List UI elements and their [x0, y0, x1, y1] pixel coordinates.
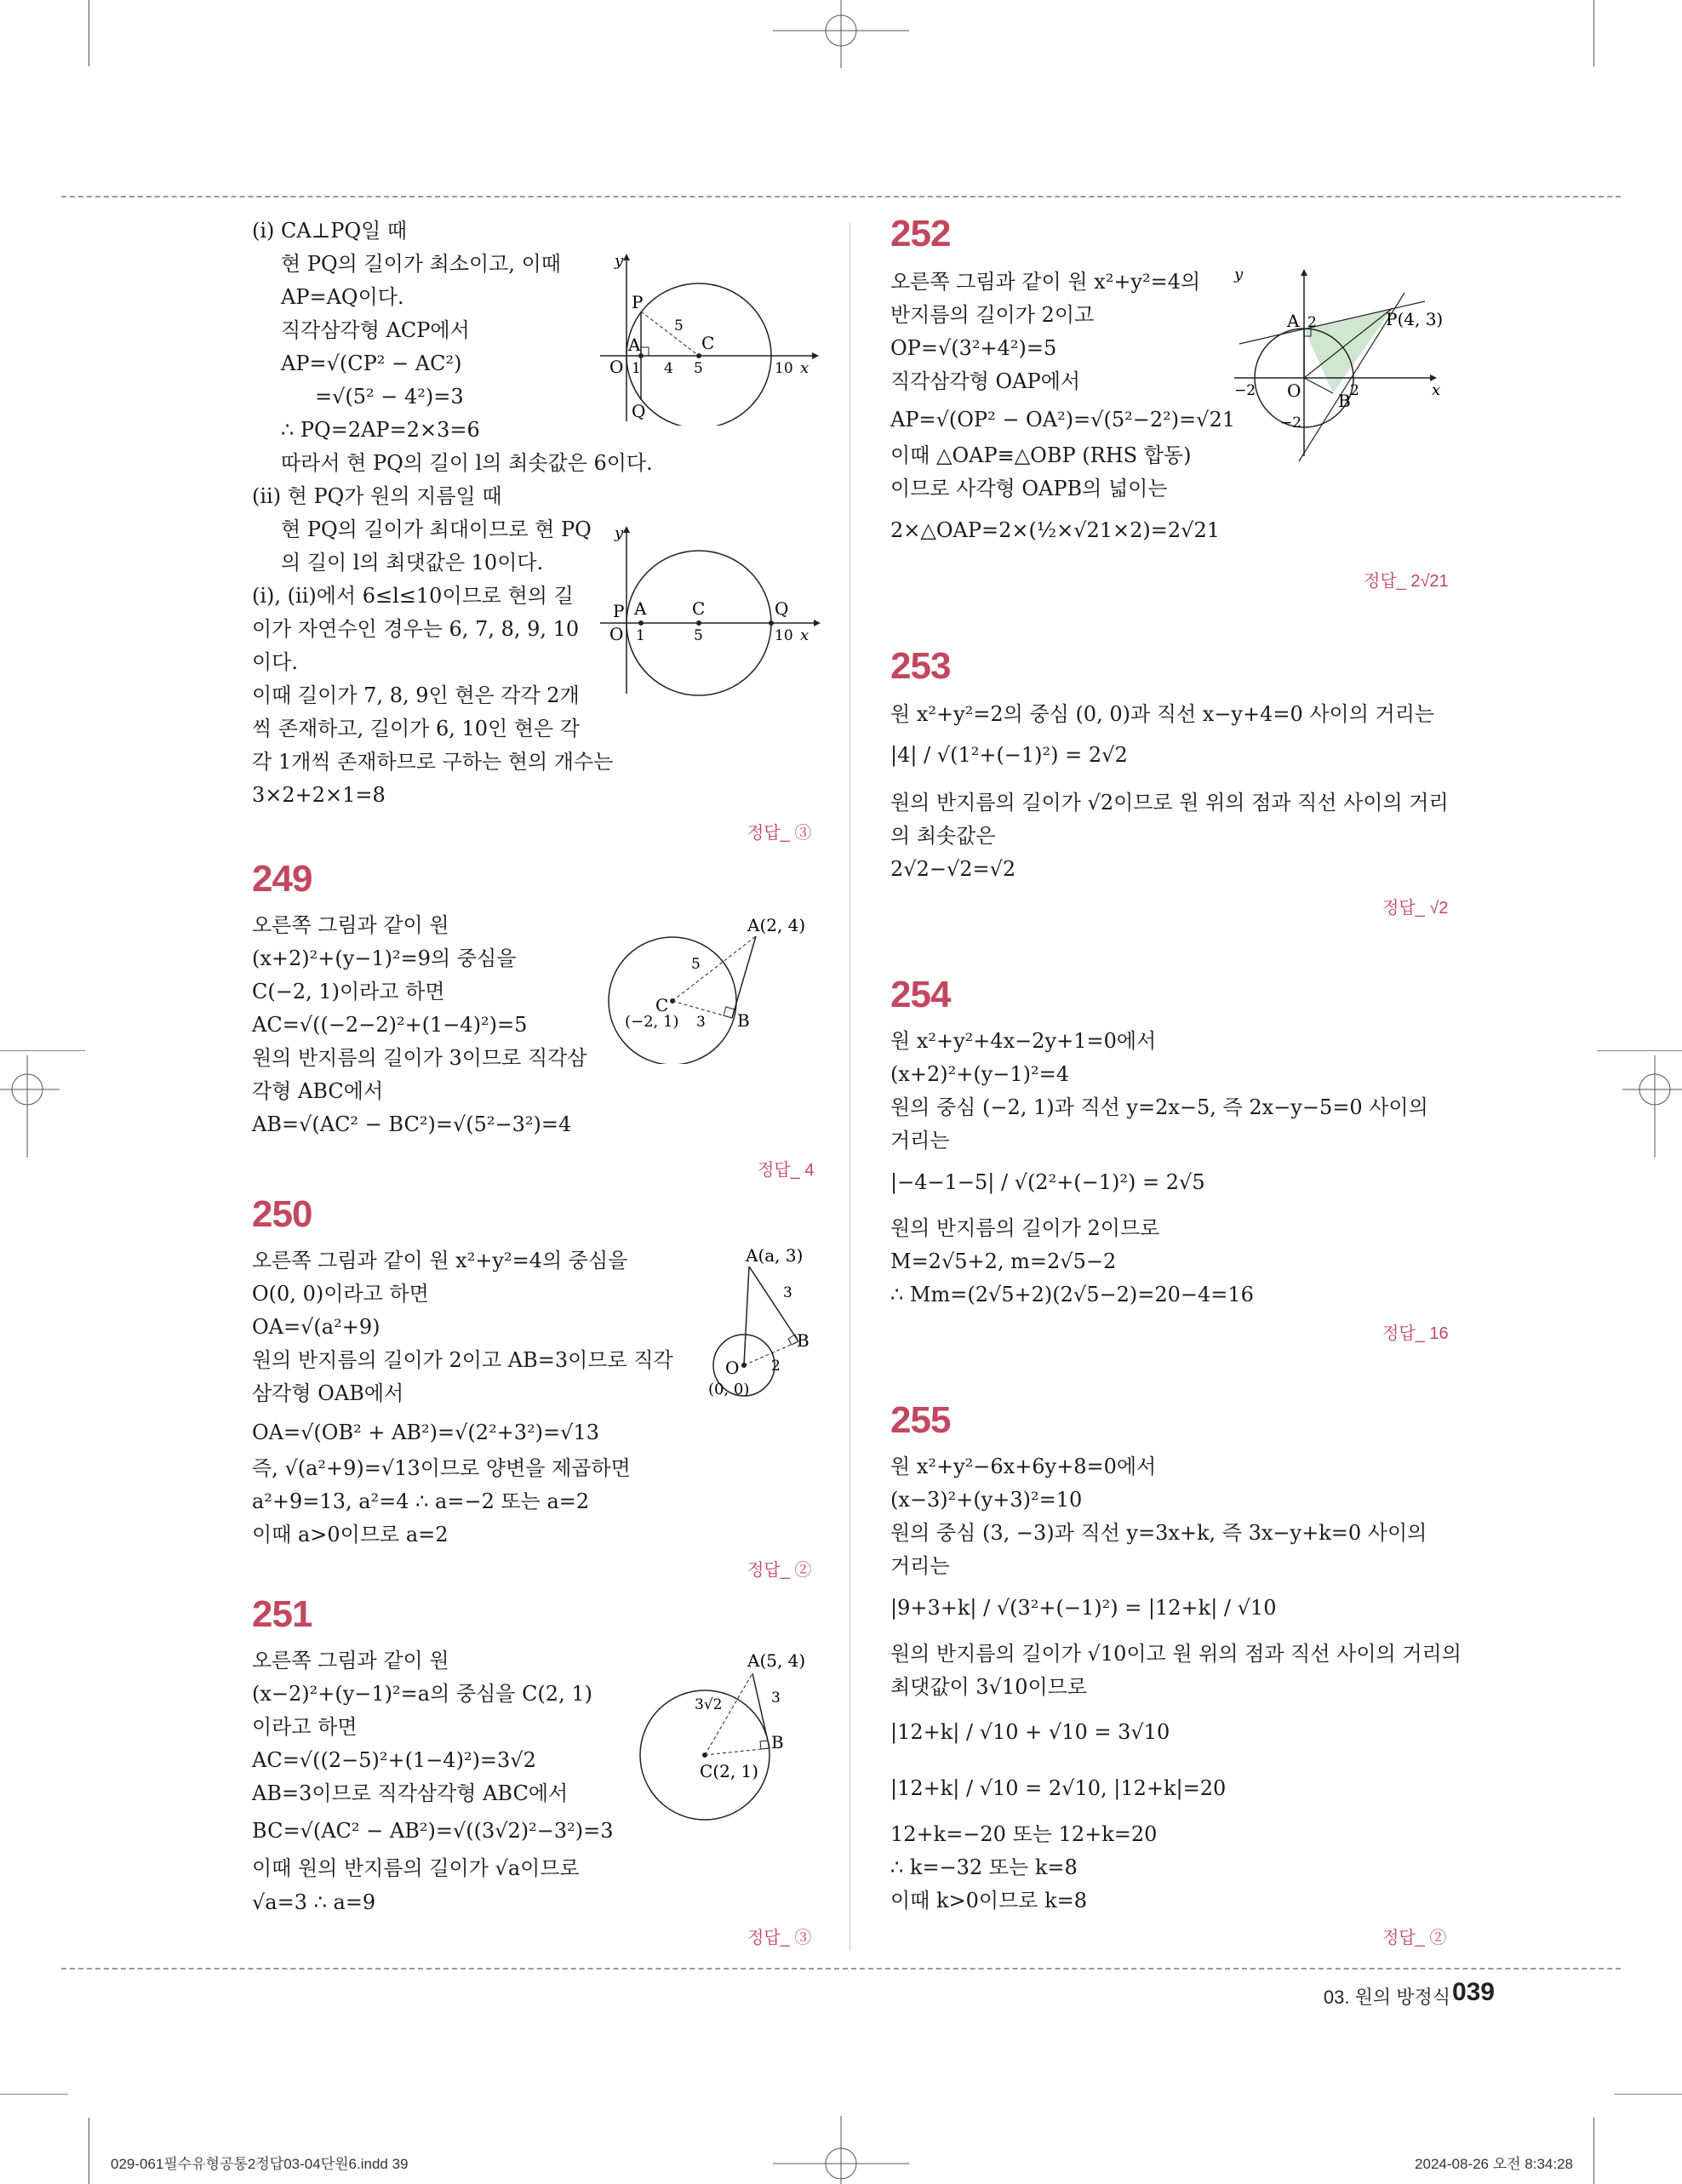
solution-line: C(−2, 1)이라고 하면: [252, 980, 445, 1003]
intro-line: 따라서 현 PQ의 길이 l의 최솟값은 6이다.: [281, 451, 653, 475]
fig251-label: 3√2: [695, 1696, 723, 1713]
intro-line: 씩 존재하고, 길이가 6, 10인 현은 각: [252, 717, 581, 740]
fig249-label: 5: [691, 956, 701, 973]
fig1-label: Q: [632, 401, 646, 421]
solution-line: 오른쪽 그림과 같이 원: [252, 1649, 449, 1672]
fig1-label: x: [800, 359, 810, 377]
fig1-label: A: [628, 334, 641, 355]
solution-line: O(0, 0)이라고 하면: [252, 1282, 429, 1306]
fig2-label: y: [615, 524, 624, 542]
problem-number: 254: [890, 974, 951, 1015]
solution-line: OA=√(OB² + AB²)=√(2²+3²)=√13: [252, 1421, 599, 1444]
solution-line: |12+k| / √10 + √10 = 3√10: [890, 1720, 1170, 1744]
answer-255: 정답_ ②: [1382, 1929, 1447, 1947]
bottom-dashed-divider: [61, 1968, 1621, 1970]
fig2-label: x: [800, 626, 810, 644]
intro-line: (ⅰ), (ⅱ)에서 6≤l≤10이므로 현의 길: [252, 584, 574, 608]
solution-line: |9+3+k| / √(3²+(−1)²) = |12+k| / √10: [890, 1596, 1277, 1620]
crop-mark: [1614, 2094, 1682, 2095]
intro-answer: 정답_ ③: [747, 824, 812, 843]
page-number: 039: [1451, 1978, 1495, 2006]
solution-line: 오른쪽 그림과 같이 원: [252, 913, 449, 937]
answer-251: 정답_ ③: [747, 1929, 812, 1947]
fig1-label: 4: [664, 360, 673, 377]
solution-line: 의 최솟값은: [890, 824, 996, 848]
solution-line: BC=√(AC² − AB²)=√((3√2)²−3²)=3: [252, 1819, 614, 1843]
intro-line: 이다.: [252, 650, 298, 674]
solution-line: ∴ k=−32 또는 k=8: [890, 1855, 1078, 1879]
intro-line: ∴ PQ=2AP=2×3=6: [281, 418, 480, 442]
solution-line: M=2√5+2, m=2√5−2: [890, 1249, 1117, 1273]
solution-line: 직각삼각형 OAP에서: [890, 369, 1081, 393]
fig250-label: 2: [771, 1358, 781, 1375]
fig2-label: 10: [775, 627, 793, 644]
fig249-label: 3: [696, 1014, 706, 1031]
answer-250: 정답_ ②: [747, 1561, 812, 1580]
fig250-label: A(a, 3): [746, 1245, 804, 1266]
problem-number: 253: [890, 645, 951, 687]
intro-line: AP=√(CP² − AC²): [281, 352, 462, 375]
fig2-label: C: [692, 598, 706, 619]
intro-line: 의 길이 l의 최댓값은 10이다.: [281, 551, 544, 575]
solution-line: AC=√((−2−2)²+(1−4)²)=5: [252, 1013, 528, 1037]
solution-line: 이라고 하면: [252, 1715, 358, 1739]
solution-line: |−4−1−5| / √(2²+(−1)²) = 2√5: [890, 1170, 1205, 1194]
solution-line: 원의 반지름의 길이가 √10이고 원 위의 점과 직선 사이의 거리의: [890, 1642, 1462, 1666]
answer-254: 정답_ 16: [1382, 1324, 1449, 1343]
solution-line: 삼각형 OAB에서: [252, 1381, 404, 1405]
solution-line: 원 x²+y²=2의 중심 (0, 0)과 직선 x−y+4=0 사이의 거리는: [890, 702, 1435, 726]
fig2-label: Q: [775, 598, 789, 619]
problem-number: 255: [890, 1399, 951, 1441]
crop-mark: [1593, 2118, 1594, 2184]
fig252-label: −2: [1280, 415, 1302, 432]
intro-line: =√(5² − 4²)=3: [315, 385, 464, 409]
solution-line: 원 x²+y²+4x−2y+1=0에서: [890, 1029, 1157, 1053]
fig249-label: C: [655, 995, 669, 1015]
intro-line: (ⅱ) 현 PQ가 원의 지름일 때: [252, 484, 502, 508]
solution-line: (x−2)²+(y−1)²=a의 중심을 C(2, 1): [252, 1682, 592, 1706]
figure-251: [630, 1648, 834, 1827]
fig251-label: B: [771, 1732, 784, 1752]
solution-line: (x+2)²+(y−1)²=4: [890, 1062, 1070, 1086]
fig1-label: 5: [694, 360, 703, 377]
crop-mark: [1593, 0, 1594, 66]
fig1-label: 10: [775, 360, 793, 377]
crop-mark: [1597, 1050, 1682, 1051]
solution-line: AB=√(AC² − BC²)=√(5²−3²)=4: [252, 1112, 572, 1136]
solution-line: 각형 ABC에서: [252, 1079, 384, 1103]
intro-line: 이때 길이가 7, 8, 9인 현은 각각 2개: [252, 683, 580, 707]
fig2-label: 5: [694, 627, 703, 644]
solution-line: 원 x²+y²−6x+6y+8=0에서: [890, 1455, 1157, 1478]
solution-line: 이때 원의 반지름의 길이가 √a이므로: [252, 1856, 580, 1880]
solution-line: AC=√((2−5)²+(1−4)²)=3√2: [252, 1748, 536, 1772]
registration-mark-top: [773, 0, 909, 68]
solution-line: 원의 반지름의 길이가 √2이므로 원 위의 점과 직선 사이의 거리: [890, 791, 1449, 815]
solution-line: |12+k| / √10 = 2√10, |12+k|=20: [890, 1776, 1227, 1800]
solution-line: 반지름의 길이가 2이고: [890, 303, 1095, 327]
fig1-label: 1: [632, 360, 641, 377]
solution-line: |4| / √(1²+(−1)²) = 2√2: [890, 743, 1128, 767]
fig252-label: P(4, 3): [1386, 309, 1444, 329]
solution-line: 원의 반지름의 길이가 3이므로 직각삼: [252, 1046, 587, 1070]
figure-249: [596, 911, 826, 1064]
solution-line: 즉, √(a²+9)=√13이므로 양변을 제곱하면: [252, 1456, 631, 1480]
intro-line: 현 PQ의 길이가 최소이고, 이때: [281, 252, 561, 276]
solution-line: 최댓값이 3√10이므로: [890, 1675, 1088, 1699]
fig251-label: A(5, 4): [747, 1650, 806, 1671]
fig249-label: A(2, 4): [747, 915, 806, 935]
problem-number: 250: [252, 1193, 312, 1235]
fig252-label: 2: [1350, 382, 1359, 399]
solution-line: 오른쪽 그림과 같이 원 x²+y²=4의 중심을: [252, 1249, 628, 1272]
fig249-label: B: [737, 1010, 750, 1031]
fig252-label: B: [1338, 391, 1351, 411]
solution-line: 원의 중심 (−2, 1)과 직선 y=2x−5, 즉 2x−y−5=0 사이의: [890, 1095, 1428, 1119]
answer-249: 정답_ 4: [758, 1161, 815, 1180]
solution-line: 이때 △OAP≡△OBP (RHS 합동): [890, 443, 1192, 467]
fig252-label: −2: [1234, 382, 1256, 399]
solution-line: 이때 a>0이므로 a=2: [252, 1523, 449, 1547]
intro-line: 직각삼각형 ACP에서: [281, 318, 470, 342]
fig249-label: (−2, 1): [625, 1013, 679, 1031]
solution-line: 거리는: [890, 1129, 950, 1152]
fig252-label: 2: [1307, 314, 1317, 331]
fig1-label: P: [632, 292, 644, 312]
solution-line: 이때 k>0이므로 k=8: [890, 1889, 1088, 1912]
registration-mark-left: [0, 1055, 60, 1192]
figure-circle-max-chord: [596, 519, 826, 698]
problem-number: 249: [252, 858, 312, 900]
fig250-label: O: [725, 1358, 740, 1378]
answer-253: 정답_ √2: [1382, 899, 1449, 918]
figure-circle-min-chord: [596, 247, 826, 426]
solution-line: √a=3 ∴ a=9: [252, 1890, 376, 1914]
registration-mark-bottom: [773, 2116, 909, 2184]
figure-250: [689, 1244, 834, 1406]
fig252-label: O: [1287, 380, 1302, 401]
solution-line: AB=3이므로 직각삼각형 ABC에서: [252, 1781, 569, 1805]
fig2-label: P: [613, 601, 625, 621]
solution-line: 2√2−√2=√2: [890, 857, 1016, 881]
solution-line: 이므로 사각형 OAPB의 넓이는: [890, 477, 1168, 500]
top-dashed-divider: [61, 196, 1621, 197]
solution-line: (x−3)²+(y+3)²=10: [890, 1488, 1083, 1512]
chapter-label: 03. 원의 방정식: [1323, 1987, 1450, 2008]
fig252-label: x: [1432, 381, 1441, 399]
solution-line: (x+2)²+(y−1)²=9의 중심을: [252, 946, 517, 970]
solution-line: 거리는: [890, 1554, 950, 1578]
solution-line: 12+k=−20 또는 12+k=20: [890, 1822, 1158, 1846]
footer-datetime: 2024-08-26 오전 8:34:28: [1415, 2156, 1573, 2172]
registration-mark-right: [1622, 1055, 1682, 1192]
intro-line: 현 PQ의 길이가 최대이므로 현 PQ: [281, 517, 592, 541]
fig1-label: y: [615, 252, 624, 270]
problem-number: 251: [252, 1593, 312, 1635]
fig252-label: y: [1234, 266, 1244, 283]
fig250-label: B: [797, 1330, 810, 1351]
crop-mark: [0, 2094, 68, 2095]
solution-line: OA=√(a²+9): [252, 1315, 380, 1339]
solution-line: OP=√(3²+4²)=5: [890, 336, 1057, 360]
solution-line: 원의 반지름의 길이가 2이므로: [890, 1216, 1160, 1240]
fig2-label: A: [634, 598, 647, 619]
fig2-label: 1: [636, 627, 645, 644]
fig1-label: 5: [674, 317, 684, 334]
crop-mark: [0, 1050, 85, 1051]
solution-line: 2×△OAP=2×(½×√21×2)=2√21: [890, 518, 1220, 542]
figure-252: [1231, 260, 1452, 465]
fig251-label: 3: [771, 1689, 781, 1707]
intro-line: 이가 자연수인 경우는 6, 7, 8, 9, 10: [252, 617, 580, 641]
intro-line: AP=AQ이다.: [281, 285, 404, 309]
footer-filename: 029-061필수유형공통2정답03-04단원6.indd 39: [111, 2156, 409, 2172]
answer-252: 정답_ 2√21: [1364, 572, 1449, 591]
problem-number: 252: [890, 213, 951, 254]
solution-line: 원의 반지름의 길이가 2이고 AB=3이므로 직각: [252, 1348, 673, 1372]
fig250-label: (0, 0): [708, 1381, 750, 1398]
fig251-label: C(2, 1): [700, 1761, 759, 1781]
intro-line: (ⅰ) CA⊥PQ일 때: [252, 219, 408, 243]
fig1-label: C: [701, 333, 715, 353]
fig1-label: O: [609, 357, 624, 377]
fig252-label: A: [1287, 311, 1300, 331]
intro-line: 3×2+2×1=8: [252, 783, 386, 807]
fig2-label: O: [609, 624, 624, 644]
solution-line: ∴ Mm=(2√5+2)(2√5−2)=20−4=16: [890, 1283, 1254, 1306]
solution-line: 원의 중심 (3, −3)과 직선 y=3x+k, 즉 3x−y+k=0 사이의: [890, 1521, 1427, 1545]
fig250-label: 3: [783, 1284, 792, 1301]
solution-line: 오른쪽 그림과 같이 원 x²+y²=4의: [890, 270, 1201, 294]
solution-line: AP=√(OP² − OA²)=√(5²−2²)=√21: [890, 408, 1236, 432]
intro-line: 각 1개씩 존재하므로 구하는 현의 개수는: [252, 750, 614, 774]
solution-line: a²+9=13, a²=4 ∴ a=−2 또는 a=2: [252, 1489, 590, 1513]
